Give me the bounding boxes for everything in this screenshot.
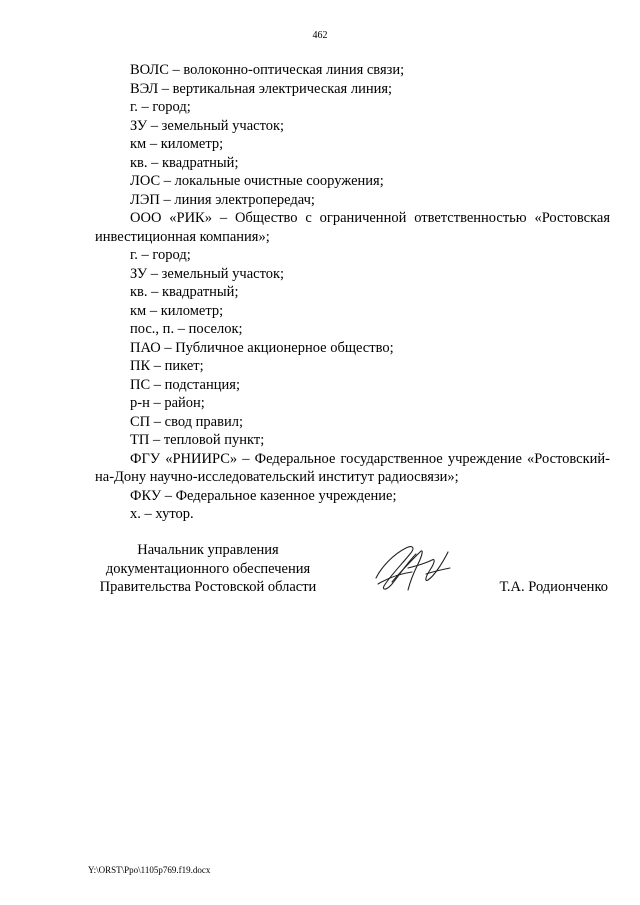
abbreviation-item: ВОЛС – волоконно-оптическая линия связи; — [130, 62, 405, 78]
abbreviation-item: ЛОС – локальные очистные сооружения; — [130, 173, 384, 189]
page-number: 462 — [312, 30, 328, 41]
abbreviation-item: ЛЭП – линия электропередач; — [130, 191, 315, 208]
abbreviation-item: ЗУ – земельный участок; — [130, 265, 285, 282]
signatory-position — [88, 541, 328, 597]
signatory-name: Т.А. Родионченко — [499, 579, 608, 595]
abbreviation-item: ПК – пикет; — [130, 358, 204, 374]
abbreviation-item: СП – свод правил; — [130, 413, 243, 430]
abbreviation-item: х. – хутор. — [130, 506, 194, 522]
abbreviation-item: г. – город; — [130, 99, 191, 115]
abbreviation-item: ПС – подстанция; — [130, 376, 240, 393]
abbreviation-item: пос., п. – поселок; — [130, 321, 243, 337]
abbreviation-item: км – километр; — [130, 136, 224, 152]
abbreviation-item: р-н – район; — [130, 395, 205, 411]
abbreviation-item: ПАО – Публичное акционерное общество; — [130, 339, 394, 356]
abbreviation-item: ТП – тепловой пункт; — [130, 432, 265, 448]
abbreviation-item: г. – город; — [130, 247, 191, 263]
abbreviation-item: ВЭЛ – вертикальная электрическая линия; — [130, 80, 393, 97]
abbreviation-item: кв. – квадратный; — [130, 284, 239, 300]
handwritten-signature — [372, 538, 462, 598]
abbreviation-item: ФГУ «РНИИРС» – Федеральное государственное учреждение «Ростовский-на-Дону научно-исследовательский институт радиосвязи»; — [95, 450, 610, 485]
abbreviation-item: ООО «РИК» – Общество с ограниченной ответственностью «Ростовская инвестиционная компания»; — [95, 210, 610, 245]
file-path-footer: Y:\ORST\Ppo\1105p769.f19.docx — [88, 865, 211, 875]
abbreviation-item: ЗУ – земельный участок; — [130, 117, 285, 134]
abbreviations-list — [95, 61, 610, 524]
abbreviation-item: ФКУ – Федеральное казенное учреждение; — [130, 487, 397, 504]
abbreviation-item: км – километр; — [130, 302, 224, 319]
abbreviation-item: кв. – квадратный; — [130, 154, 239, 171]
signatory-position-line: Правительства Ростовской области — [99, 579, 317, 595]
signatory-position-line: документационного обеспечения — [105, 560, 311, 577]
signatory-position-line: Начальник управления — [137, 542, 279, 558]
